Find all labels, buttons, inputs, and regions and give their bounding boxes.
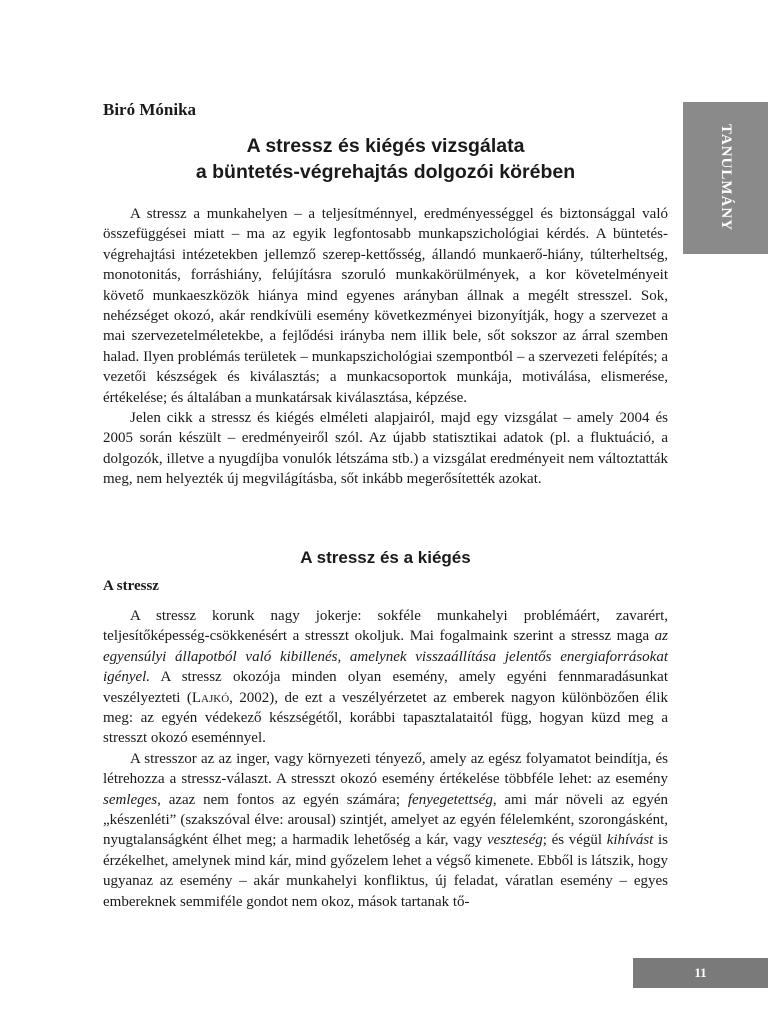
page-number-bar <box>633 958 768 988</box>
section-side-tab <box>683 102 768 254</box>
author-name: Biró Mónika <box>103 100 197 119</box>
side-tab-label: TANULMÁNY <box>718 124 734 232</box>
section-heading: A stressz és a kiégés <box>300 548 471 567</box>
intro-paragraph-2: Jelen cikk a stressz és kiégés elméleti alapjairól, majd egy vizsgálat – amely 2004 és 2005 során készült – eredményeiről szól. Az újabb statisztikai adatok (pl. a fluktuáció, a dolgozók, illetve a nyugdíjba vonulók létszáma stb.) a vizsgálat eredményeit nem változtatták meg, nem helyezték új megvilágításba, sőt inkább megerősítették azokat. <box>103 410 668 488</box>
article-title-line-2: a büntetés-végrehajtás dolgozói körében <box>195 161 576 183</box>
text-run: , ami már növeli az egyén „készenléti” (szakszóval élve: arousal) szintjét, amelyet az egyén félelemként, szorongásként, nyugtalanságként élhet meg; a harmadik lehetőség a kár, vagy <box>103 791 669 849</box>
text-run: ; és végül <box>542 832 607 849</box>
article-title <box>103 133 668 185</box>
text-run: , 2002), de ezt a veszélyérzetet az emberek nagyon különbözően élik meg: az egyén védekező készségétől, korábbi tapasztalataitól függ, hogyan küzd meg a stresszt okozó eseménnyel. <box>103 689 668 747</box>
term-emphasis: fenyegetettség <box>407 791 493 808</box>
text-run: is érzékelhet, amelynek mind kár, mind győzelem lehet a végső kimenete. Ebből is látszik, hogy ugyanaz az esemény – akár munkahelyi konfliktus, új feladat, váratlan esemény – egyes embereknek semmiféle gondot nem okoz, mások tartanak tő- <box>103 832 668 910</box>
stress-paragraph-2 <box>103 749 668 912</box>
intro-paragraph-1: A stressz a munkahelyen – a teljesítménnyel, eredményességgel és biztonsággal való összefüggései miatt – ma az egyik legfontosabb munkapszichológiai kérdés. A büntetés-végrehajtási intézetekben jellemző szerep-kettősség, állandó munkaerő-hiány, túlterheltség, monotonitás, forráshiány, felújításra szoruló munkakörülmények, a kor követelményeit követő munkaeszközök hiánya mind egyenes arányban állnak a megélt stresszel. Sok, nehézséget okozó, akár rendkívüli esemény következményei bizonyítják, hogy a szervezet a mai szervezetelméletekbe, a fejlődési irányba nem illik bele, sőt sokszor az árral szemben halad. Ilyen problémás területek – munkapszichológiai szempontból – a szervezeti felépítés; a vezetői készségek és kiválasztás; a munkacsoportok munkája, motiválása, elismerése, értékelése; és általában a munkatársak kiválasztása, képzése. <box>103 206 668 406</box>
term-emphasis: veszteség <box>486 832 543 849</box>
text-run: , azaz nem fontos az egyén számára; <box>157 791 408 808</box>
text-run: A stressz okozója minden olyan esemény, amely egyéni fennmaradásunkat veszélyezteti ( <box>103 669 668 706</box>
term-emphasis: semleges <box>103 791 158 808</box>
definition-emphasis: az egyensúlyi állapotból való kibillenés, amelynek visszaállítása jelentős energiaforrásokat igényel. <box>103 628 668 686</box>
article-title-line-1: A stressz és kiégés vizsgálata <box>246 135 525 157</box>
intro-section <box>103 204 668 490</box>
stress-section-body <box>103 606 668 912</box>
page-number: 11 <box>694 965 707 980</box>
citation-author: Lajkó <box>191 689 230 706</box>
term-emphasis: kihívást <box>606 832 654 849</box>
text-run: A stressz korunk nagy jokerje: sokféle munkahelyi problémáért, zavarért, teljesítőképesség-csökkenésért a stresszt okoljuk. Mai fogalmaink szerint a stressz maga <box>103 608 668 645</box>
stress-paragraph-1 <box>103 606 668 749</box>
text-run: A stresszor az az inger, vagy környezeti tényező, amely az egész folyamatot beindítja, és létrehozza a stressz-választ. A stresszt okozó esemény értékelése többféle lehet: az esemény <box>103 750 668 788</box>
subsection-heading: A stressz <box>103 578 159 594</box>
